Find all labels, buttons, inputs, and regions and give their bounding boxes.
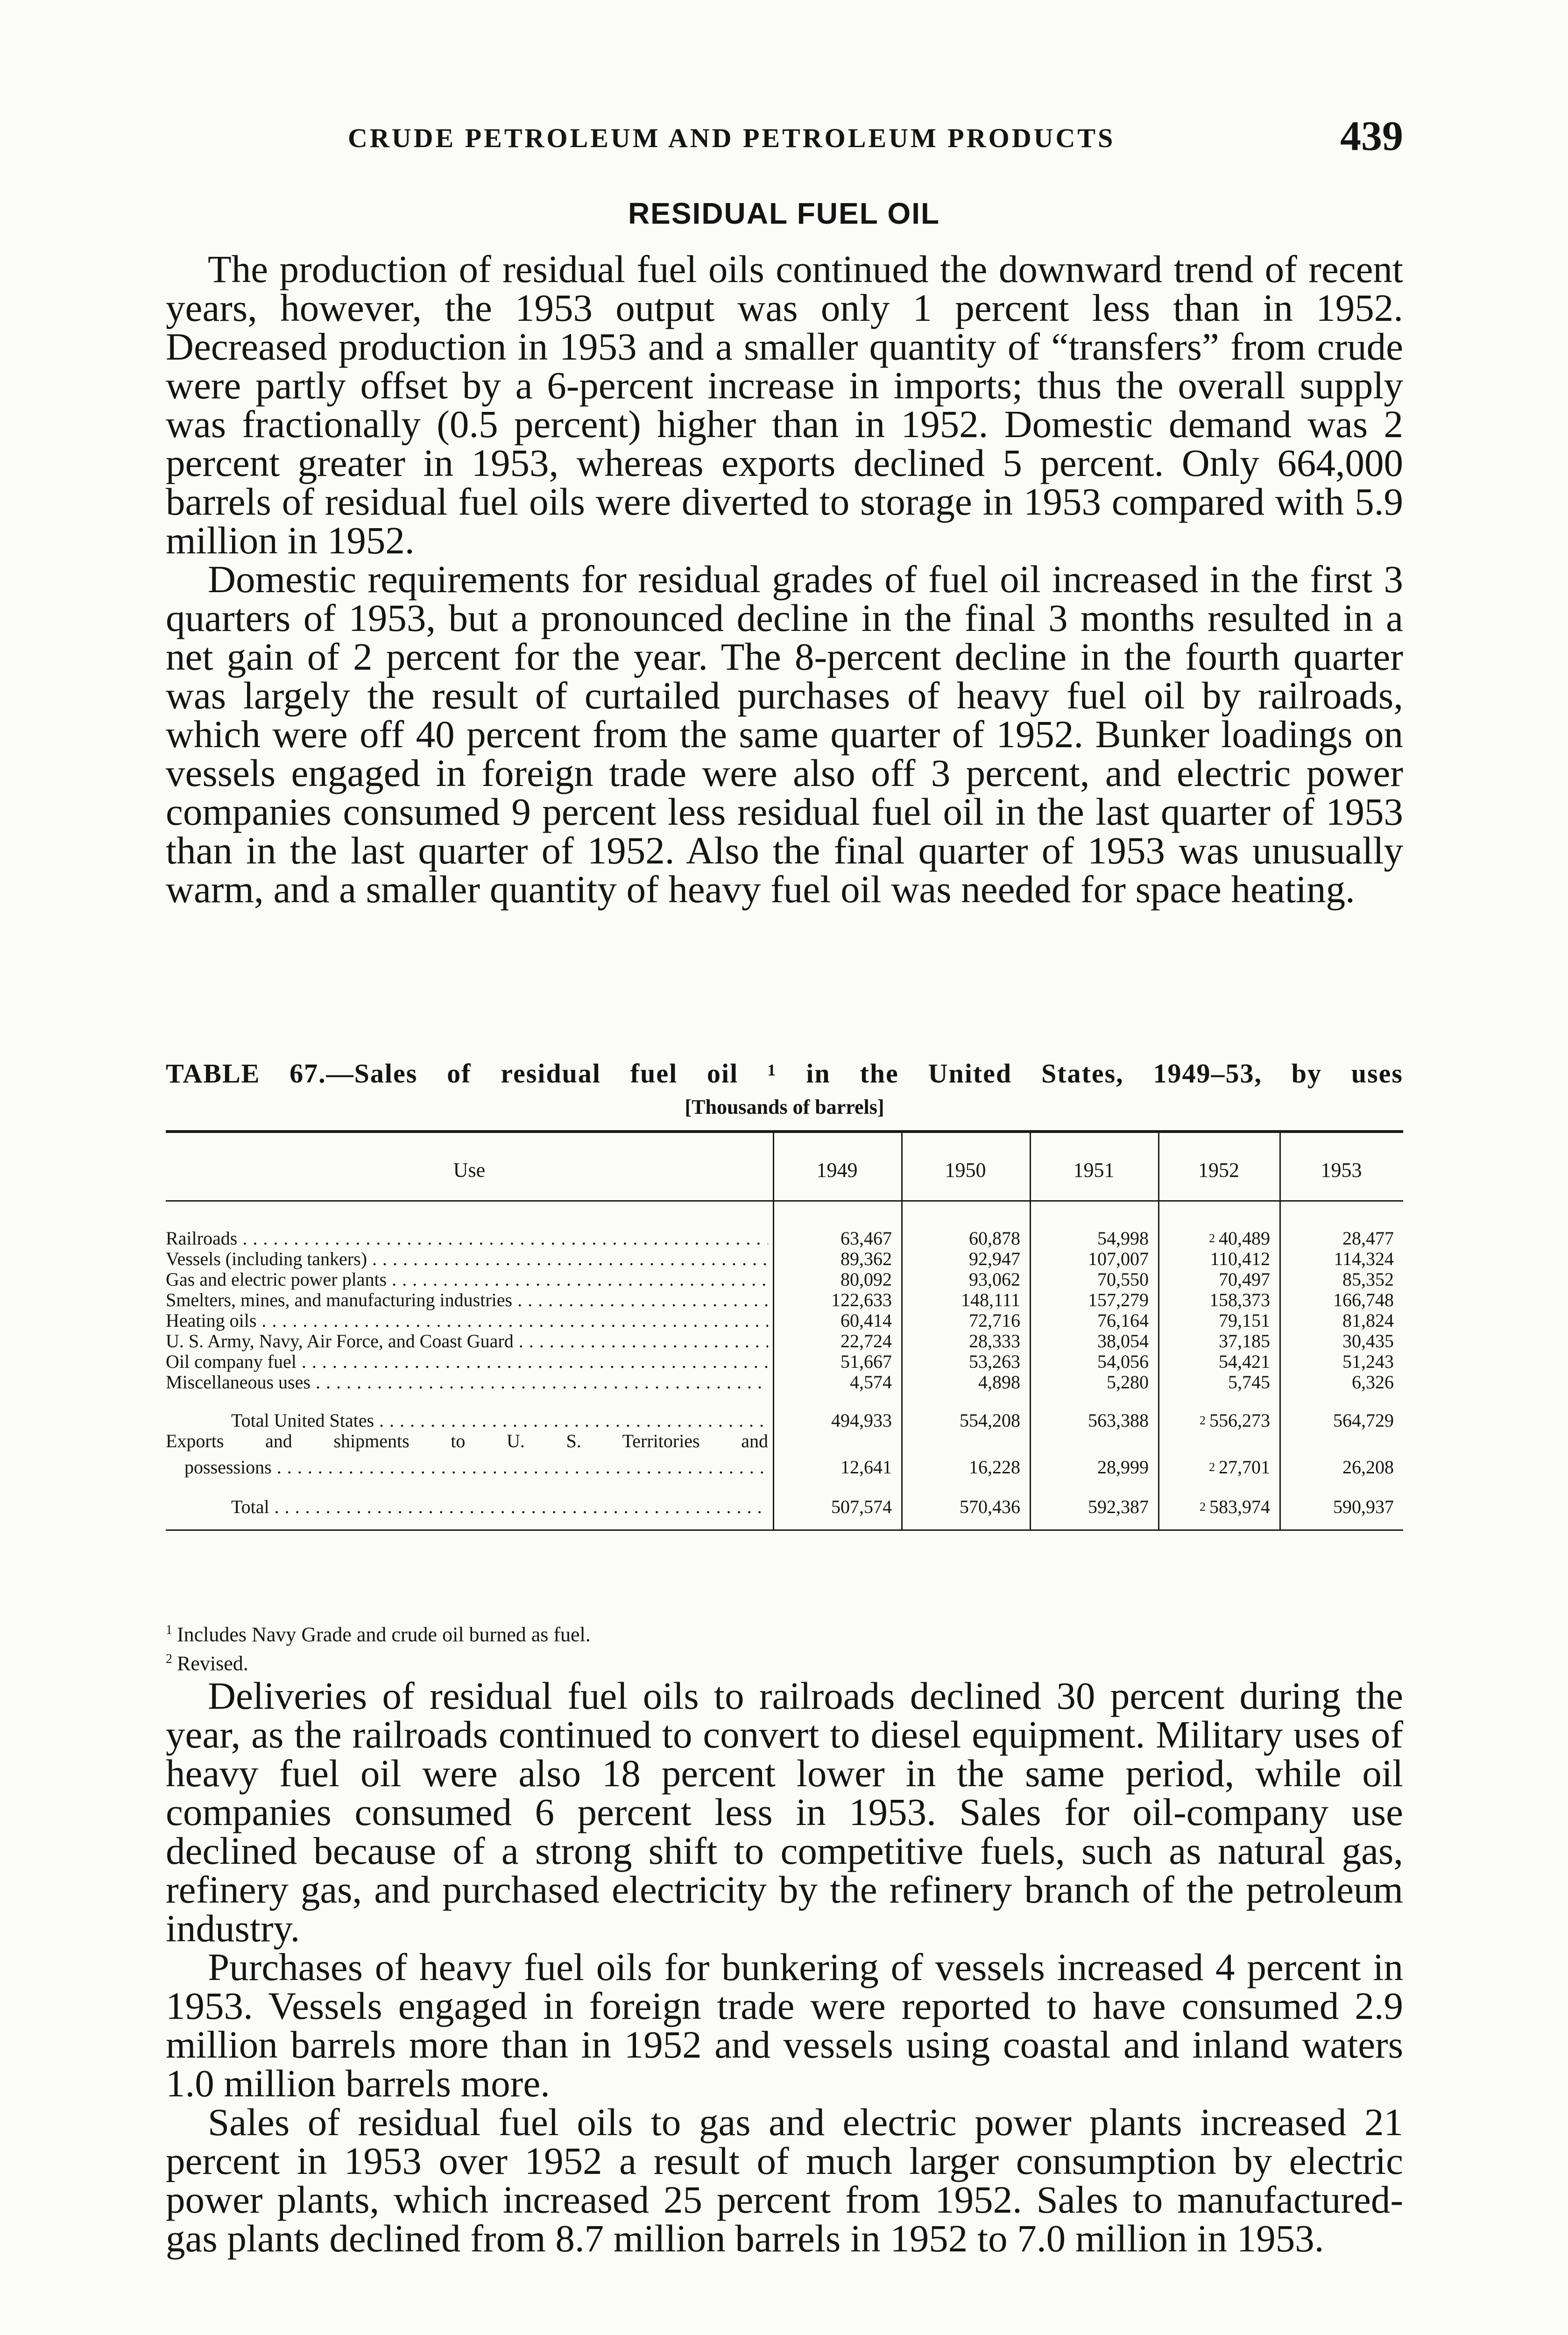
footnote: $^2$ Revised.	[166, 1651, 248, 1675]
footnote-marker: 2	[1200, 1414, 1206, 1427]
paragraph: The production of residual fuel oils continued the downward trend of recent years, however, the 1953 output was only 1 percent less than in 1952. Decreased production in 1953 and a smaller quantity of “transfers” from crude were partly offset by a 6-percent increase in imports; thus the overall supply was fractionally (0.5 percent) higher than in 1952. Domestic demand was 2 percent greater in 1953, whereas exports declined 5 percent. Only 664,000 barrels of residual fuel oils were diverted to storage in 1953 compared with 5.9 million in 1952.	[166, 248, 1403, 562]
row-label: possessions . . .	[184, 1457, 768, 1478]
cell-1951: 54,998	[1097, 1228, 1149, 1249]
cell-1949: 494,933	[831, 1410, 892, 1431]
exports-row-line1	[166, 1431, 1403, 1451]
table-footnotes	[166, 1618, 591, 1676]
table-row	[166, 1310, 1403, 1331]
column-header-1950: 1950	[945, 1159, 986, 1182]
cell-1953: 26,208	[1342, 1457, 1394, 1478]
footnote-marker: 2	[1209, 1231, 1215, 1245]
column-header-1949: 1949	[816, 1159, 858, 1182]
cell-1952: $^2$ 583,974	[1200, 1496, 1270, 1517]
cell-1952: $^2$ 556,273	[1200, 1410, 1270, 1431]
cell-1950: 28,333	[969, 1330, 1020, 1351]
cell-1950: 148,111	[961, 1289, 1020, 1310]
row-label: U. S. Army, Navy, Air Force, and Coast Guard . . .	[166, 1331, 768, 1351]
footnote: $^1$ Includes Navy Grade and crude oil burned as fuel.	[166, 1623, 591, 1646]
table-row	[166, 1290, 1403, 1310]
table-caption: TABLE 67.—Sales of residual fuel oil ¹ in the United States, 1949–53, by uses	[166, 1058, 1403, 1089]
cell-1951: 107,007	[1088, 1248, 1149, 1269]
cell-1951: 54,056	[1097, 1351, 1149, 1372]
cell-1950: 554,208	[960, 1410, 1020, 1431]
cell-1953: 114,324	[1334, 1248, 1394, 1269]
intro-text	[166, 250, 1403, 909]
paragraph: Domestic requirements for residual grades of fuel oil increased in the first 3 quarters of 1953, but a pronounced decline in the final 3 months resulted in a net gain of 2 percent for the year. The 8-percent decline in the fourth quarter was largely the result of curtailed purchases of heavy fuel oil by railroads, which were off 40 percent from the same quarter of 1952. Bunker loadings on vessels engaged in foreign trade were also off 3 percent, and electric power companies consumed 9 percent less residual fuel oil in the last quarter of 1953 than in the last quarter of 1952. Also the final quarter of 1953 was unusually warm, and a smaller quantity of heavy fuel oil was needed for space heating.	[166, 558, 1403, 911]
cell-1953: 28,477	[1342, 1228, 1394, 1249]
column-header-1953: 1953	[1321, 1159, 1362, 1182]
cell-1949: 12,641	[841, 1457, 892, 1478]
table-unit: [Thousands of barrels]	[685, 1096, 884, 1118]
cell-1949: 4,574	[850, 1372, 892, 1393]
table-row	[166, 1228, 1403, 1249]
cell-1950: 16,228	[969, 1457, 1020, 1478]
cell-1953: 85,352	[1342, 1269, 1394, 1290]
cell-1953: 564,729	[1333, 1410, 1394, 1431]
cell-1952: 158,373	[1209, 1289, 1270, 1310]
cell-1953: 51,243	[1342, 1351, 1394, 1372]
table-row	[166, 1269, 1403, 1290]
table-row	[166, 1249, 1403, 1269]
running-header	[166, 112, 1403, 168]
row-label: Total United States . . .	[231, 1410, 768, 1431]
row-label: Miscellaneous uses . . .	[166, 1372, 768, 1393]
table-row	[166, 1372, 1403, 1393]
running-title: CRUDE PETROLEUM AND PETROLEUM PRODUCTS	[348, 123, 1116, 153]
cell-1950: 570,436	[960, 1496, 1020, 1517]
total-us-row	[166, 1410, 1403, 1431]
row-label: Vessels (including tankers) . . .	[166, 1249, 768, 1269]
column-header-1952: 1952	[1198, 1159, 1239, 1182]
cell-1952: $^2$ 27,701	[1209, 1457, 1270, 1478]
cell-1951: 38,054	[1097, 1330, 1149, 1351]
cell-1950: 72,716	[969, 1310, 1020, 1331]
cell-1951: 592,387	[1088, 1496, 1149, 1517]
paragraph: Deliveries of residual fuel oils to railroads declined 30 percent during the year, as the railroads continued to convert to diesel equipment. Military uses of heavy fuel oil were also 18 percent lower in the same period, while oil companies consumed 6 percent less in 1953. Sales for oil-company use declined because of a strong shift to competitive fuels, such as natural gas, refinery gas, and purchased electricity by the refinery branch of the petroleum industry.	[166, 1674, 1403, 1950]
paragraph: Purchases of heavy fuel oils for bunkering of vessels increased 4 percent in 1953. Vessels engaged in foreign trade were reported to have consumed 2.9 million barrels more than in 1952 and vessels using coastal and inland waters 1.0 million barrels more.	[166, 1946, 1403, 2105]
paragraph: Sales of residual fuel oils to gas and electric power plants increased 21 percent in 1953 over 1952 a result of much larger consumption by electric power plants, which increased 25 percent from 1952. Sales to manufactured-gas plants declined from 8.7 million barrels in 1952 to 7.0 million in 1953.	[166, 2101, 1403, 2260]
row-label: Railroads . . .	[166, 1228, 768, 1249]
row-label: Exports and shipments to U. S. Territories and	[166, 1431, 768, 1451]
cell-1949: 89,362	[841, 1248, 892, 1269]
cell-1952: 79,151	[1219, 1310, 1270, 1331]
cell-1950: 4,898	[978, 1372, 1020, 1393]
cell-1951: 76,164	[1097, 1310, 1149, 1331]
cell-1952: 70,497	[1219, 1269, 1270, 1290]
cell-1953: 30,435	[1342, 1330, 1394, 1351]
table-row	[166, 1351, 1403, 1372]
cell-1949: 63,467	[841, 1228, 892, 1249]
body-text	[166, 1674, 1403, 2260]
cell-1949: 22,724	[841, 1330, 892, 1351]
cell-1949: 507,574	[831, 1496, 892, 1517]
cell-1951: 157,279	[1088, 1289, 1149, 1310]
cell-1953: 166,748	[1333, 1289, 1394, 1310]
cell-1949: 60,414	[841, 1310, 892, 1331]
table-top-rule	[166, 1130, 1403, 1133]
row-label: Smelters, mines, and manufacturing industries . . .	[166, 1290, 768, 1310]
cell-1953: 590,937	[1333, 1496, 1394, 1517]
column-header-1951: 1951	[1073, 1159, 1115, 1182]
column-header-use: Use	[453, 1159, 486, 1182]
cell-1951: 28,999	[1097, 1457, 1149, 1478]
bottom-rule	[166, 1529, 1403, 1531]
cell-1950: 53,263	[969, 1351, 1020, 1372]
cell-1950: 93,062	[969, 1269, 1020, 1290]
table-row	[166, 1331, 1403, 1351]
cell-1953: 81,824	[1342, 1310, 1394, 1331]
sales-table	[166, 1130, 1403, 1602]
cell-1952: 5,745	[1228, 1372, 1270, 1393]
cell-1950: 60,878	[969, 1228, 1020, 1249]
cell-1951: 5,280	[1107, 1372, 1149, 1393]
row-label: Heating oils . . .	[166, 1310, 768, 1331]
section-title: RESIDUAL FUEL OIL	[628, 197, 940, 230]
cell-1950: 92,947	[969, 1248, 1020, 1269]
row-label: Gas and electric power plants . . .	[166, 1269, 768, 1290]
page-number: 439	[1340, 113, 1403, 159]
footnote-marker: 2	[1209, 1460, 1215, 1474]
cell-1949: 122,633	[831, 1289, 892, 1310]
cell-1949: 80,092	[841, 1269, 892, 1290]
exports-row	[166, 1457, 1403, 1478]
row-label: Total . . .	[231, 1497, 768, 1517]
row-label: Oil company fuel . . .	[166, 1351, 768, 1372]
cell-1952: 110,412	[1210, 1248, 1270, 1269]
footnote-marker: 2	[1200, 1500, 1206, 1514]
total-row	[166, 1497, 1403, 1517]
cell-1952: 37,185	[1219, 1330, 1270, 1351]
cell-1953: 6,326	[1352, 1372, 1394, 1393]
header-rule	[166, 1200, 1403, 1202]
cell-1951: 563,388	[1088, 1410, 1149, 1431]
cell-1952: $^2$ 40,489	[1209, 1228, 1270, 1249]
cell-1952: 54,421	[1219, 1351, 1270, 1372]
cell-1949: 51,667	[841, 1351, 892, 1372]
cell-1951: 70,550	[1097, 1269, 1149, 1290]
